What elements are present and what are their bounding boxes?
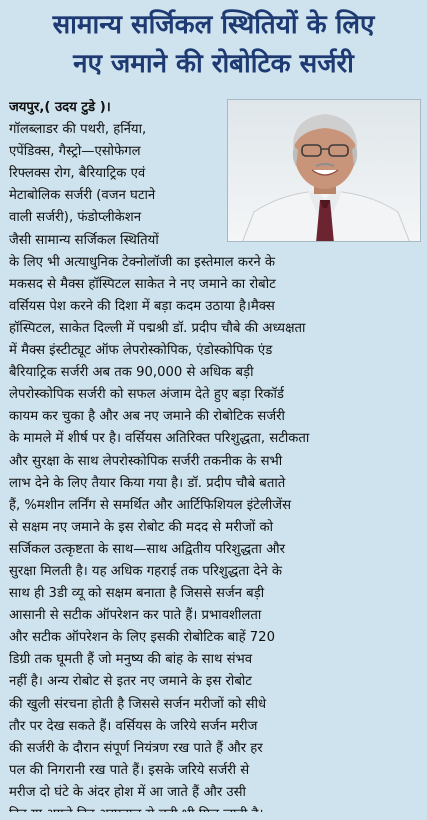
text-line: आसानी से सटीक ऑपरेशन कर पाते हैं। प्रभावशीलता [9, 608, 262, 624]
text-line: गॉलब्लाडर की पथरी, हर्निया, [9, 122, 147, 138]
text-line: सर्जिकल उत्कृष्टता के साथ—साथ अद्वितीय परिशुद्धता और [9, 541, 285, 557]
text-line: हैं, %मशीन लर्निंग से समर्थित और आर्टिफिशियल इंटेलीजेंस [9, 497, 291, 513]
text-line: पल की निगरानी रख पाते हैं। इसके जरिये सर्जरी से [9, 762, 250, 778]
text-line: वर्सियस पेश करने की दिशा में बड़ा कदम उठाया है।मैक्स [9, 298, 275, 314]
headline-line-1: सामान्य सर्जिकल स्थितियों के लिए [52, 10, 375, 40]
text-line: डिग्री तक घूमती हैं जो मनुष्य की बांह के साथ संभव [9, 652, 253, 668]
text-line: साथ ही 3डी व्यू को सक्षम बनाता है जिससे सर्जन बड़ी [9, 586, 265, 602]
text-line: की खुली संरचना होती है जिससे सर्जन मरीजों को सीधे [9, 696, 267, 712]
article-body [9, 97, 417, 820]
text-line: के लिए भी अत्याधुनिक टेक्नोलॉजी का इस्तेमाल करने के [9, 254, 275, 270]
text-line: और सुरक्षा के साथ लेपरोस्कोपिक सर्जरी तकनीक के सभी [9, 453, 283, 469]
text-line: लेपरोस्कोपिक सर्जरी को सफल अंजाम देते हुए बड़ा रिकॉर्ड [9, 387, 284, 403]
text-line: तौर पर देख सकते हैं। वर्सियस के जरिये सर्जन मरीज [9, 718, 258, 734]
text-line: से सक्षम नए जमाने के इस रोबोट की मदद से मरीजों को [9, 519, 274, 535]
headline-line-2: नए जमाने की रोबोटिक सर्जरी [73, 49, 354, 79]
text-line: मेटाबोलिक सर्जरी (वजन घटाने [9, 188, 156, 204]
text-line: लाभ देने के लिए तैयार किया गया है। डॉ. प्रदीप चौबे बताते [9, 475, 286, 491]
text-line: नहीं है। अन्य रोबोट से इतर नए जमाने के इस रोबोट [9, 674, 252, 690]
clipping-bottom-edge [0, 812, 427, 820]
dateline: जयपुर,( उदय टुडे )। [9, 100, 111, 115]
text-line: की सर्जरी के दौरान संपूर्ण नियंत्रण रख पाते हैं और हर [9, 740, 263, 756]
text-line: बैरियाट्रिक सर्जरी अब तक 90,000 से अधिक बड़ी [9, 365, 254, 381]
text-line: मरीज दो घंटे के अंदर होश में आ जाते हैं और उसी [9, 784, 246, 800]
text-line: और सटीक ऑपरेशन के लिए इसकी रोबोटिक बाहें 720 [9, 630, 275, 646]
text-line: एपेंडिक्स, गैस्ट्रो—एसोफेगल [9, 144, 141, 160]
text-line: जैसी सामान्य सर्जिकल स्थितियों [9, 232, 159, 248]
text-line: सुरक्षा मिलती है। यह अधिक गहराई तक परिशुद्धता देने के [9, 563, 283, 579]
text-line: में मैक्स इंस्टीट्यूट ऑफ लेपरोस्कोपिक, एंडोस्कोपिक एंड [9, 343, 273, 359]
headline [6, 6, 421, 84]
text-line: के मामले में शीर्ष पर है। वर्सियस अतिरिक्त परिशुद्धता, सटीकता [9, 431, 310, 447]
text-line: कायम कर चुका है और अब नए जमाने की रोबोटिक सर्जरी [9, 409, 285, 425]
text-line: वाली सर्जरी), फंडोप्लीकेशन [9, 210, 142, 226]
text-line: रिफ्लक्स रोग, बैरियाट्रिक एवं [9, 166, 146, 182]
text-line: हॉस्पिटल, साकेत दिल्ली में पद्मश्री डॉ. प्रदीप चौबे की अध्यक्षता [9, 320, 306, 336]
text-line: मकसद से मैक्स हॉस्पिटल साकेत ने नए जमाने का रोबोट [9, 276, 276, 292]
